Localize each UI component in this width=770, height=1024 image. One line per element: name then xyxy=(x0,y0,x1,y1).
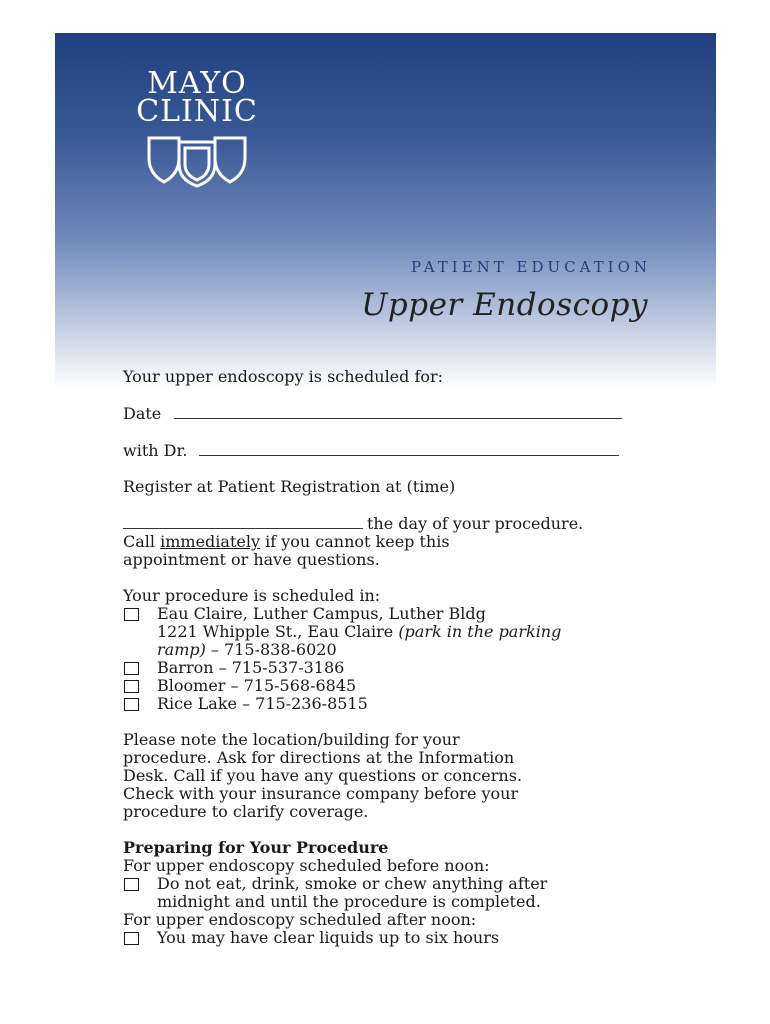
note-line: Desk. Call if you have any questions or concerns. xyxy=(123,766,523,785)
location-line: Barron – 715-537-3186 xyxy=(157,658,345,677)
date-label: Date xyxy=(123,404,162,423)
note-line: Check with your insurance company before your xyxy=(123,784,519,803)
document-body xyxy=(123,368,663,947)
location-item xyxy=(123,695,663,713)
document-page xyxy=(55,33,716,1024)
schedule-intro: Your upper endoscopy is scheduled for: xyxy=(123,367,444,386)
call-suffix: if you cannot keep this xyxy=(260,532,450,551)
date-field-row xyxy=(123,404,663,423)
doctor-blank-line[interactable] xyxy=(199,441,619,456)
location-line: Eau Claire, Luther Campus, Luther Bldg xyxy=(157,604,486,623)
date-blank-line[interactable] xyxy=(174,404,622,419)
document-title: Upper Endoscopy xyxy=(361,287,648,323)
checkbox[interactable] xyxy=(124,680,139,693)
location-item xyxy=(123,677,663,695)
mayo-clinic-logo xyxy=(117,66,277,188)
after-noon-label: For upper endoscopy scheduled after noon: xyxy=(123,910,477,929)
doctor-label: with Dr. xyxy=(123,441,188,460)
location-note xyxy=(123,731,663,821)
call-prefix: Call xyxy=(123,532,161,551)
checkbox[interactable] xyxy=(124,608,139,621)
location-line: Rice Lake – 715-236-8515 xyxy=(157,694,368,713)
section-eyebrow: PATIENT EDUCATION xyxy=(411,258,651,276)
call-line-2: appointment or have questions. xyxy=(123,550,380,569)
call-line xyxy=(123,533,663,551)
locations-heading: Your procedure is scheduled in: xyxy=(123,586,381,605)
parking-note: (park in the parking xyxy=(398,622,562,641)
register-text: Register at Patient Registration at (time) xyxy=(123,477,456,496)
doctor-field-row xyxy=(123,441,663,460)
before-noon-item xyxy=(123,875,663,911)
checkbox[interactable] xyxy=(124,698,139,711)
location-address-line xyxy=(157,623,663,641)
call-emphasis: immediately xyxy=(160,532,260,551)
address-text: 1221 Whipple St., Eau Claire xyxy=(157,622,399,641)
instruction-line: You may have clear liquids up to six hours xyxy=(157,928,500,947)
phone-text: 715-838-6020 xyxy=(218,640,337,659)
after-noon-item xyxy=(123,929,663,947)
location-line: Bloomer – 715-568-6845 xyxy=(157,676,357,695)
header-banner xyxy=(55,33,716,388)
time-suffix: the day of your procedure. xyxy=(367,514,584,533)
three-shields-icon xyxy=(145,132,249,188)
checkbox[interactable] xyxy=(124,878,139,891)
instruction-line: Do not eat, drink, smoke or chew anything after xyxy=(157,874,548,893)
preparing-heading: Preparing for Your Procedure xyxy=(123,838,389,857)
note-line: procedure to clarify coverage. xyxy=(123,802,369,821)
note-line: Please note the location/building for your xyxy=(123,730,460,749)
time-blank-line[interactable] xyxy=(123,514,363,529)
parking-note-end: ramp) – xyxy=(157,640,219,659)
logo-line-1: MAYO xyxy=(147,66,247,101)
before-noon-label: For upper endoscopy scheduled before noon: xyxy=(123,856,490,875)
checkbox[interactable] xyxy=(124,662,139,675)
logo-line-2: CLINIC xyxy=(136,94,258,129)
time-line xyxy=(123,514,663,533)
location-item xyxy=(123,659,663,677)
checkbox[interactable] xyxy=(124,932,139,945)
location-item xyxy=(123,605,663,659)
location-phone-line xyxy=(157,641,663,659)
instruction-line: midnight and until the procedure is completed. xyxy=(157,892,541,911)
note-line: procedure. Ask for directions at the Information xyxy=(123,748,515,767)
